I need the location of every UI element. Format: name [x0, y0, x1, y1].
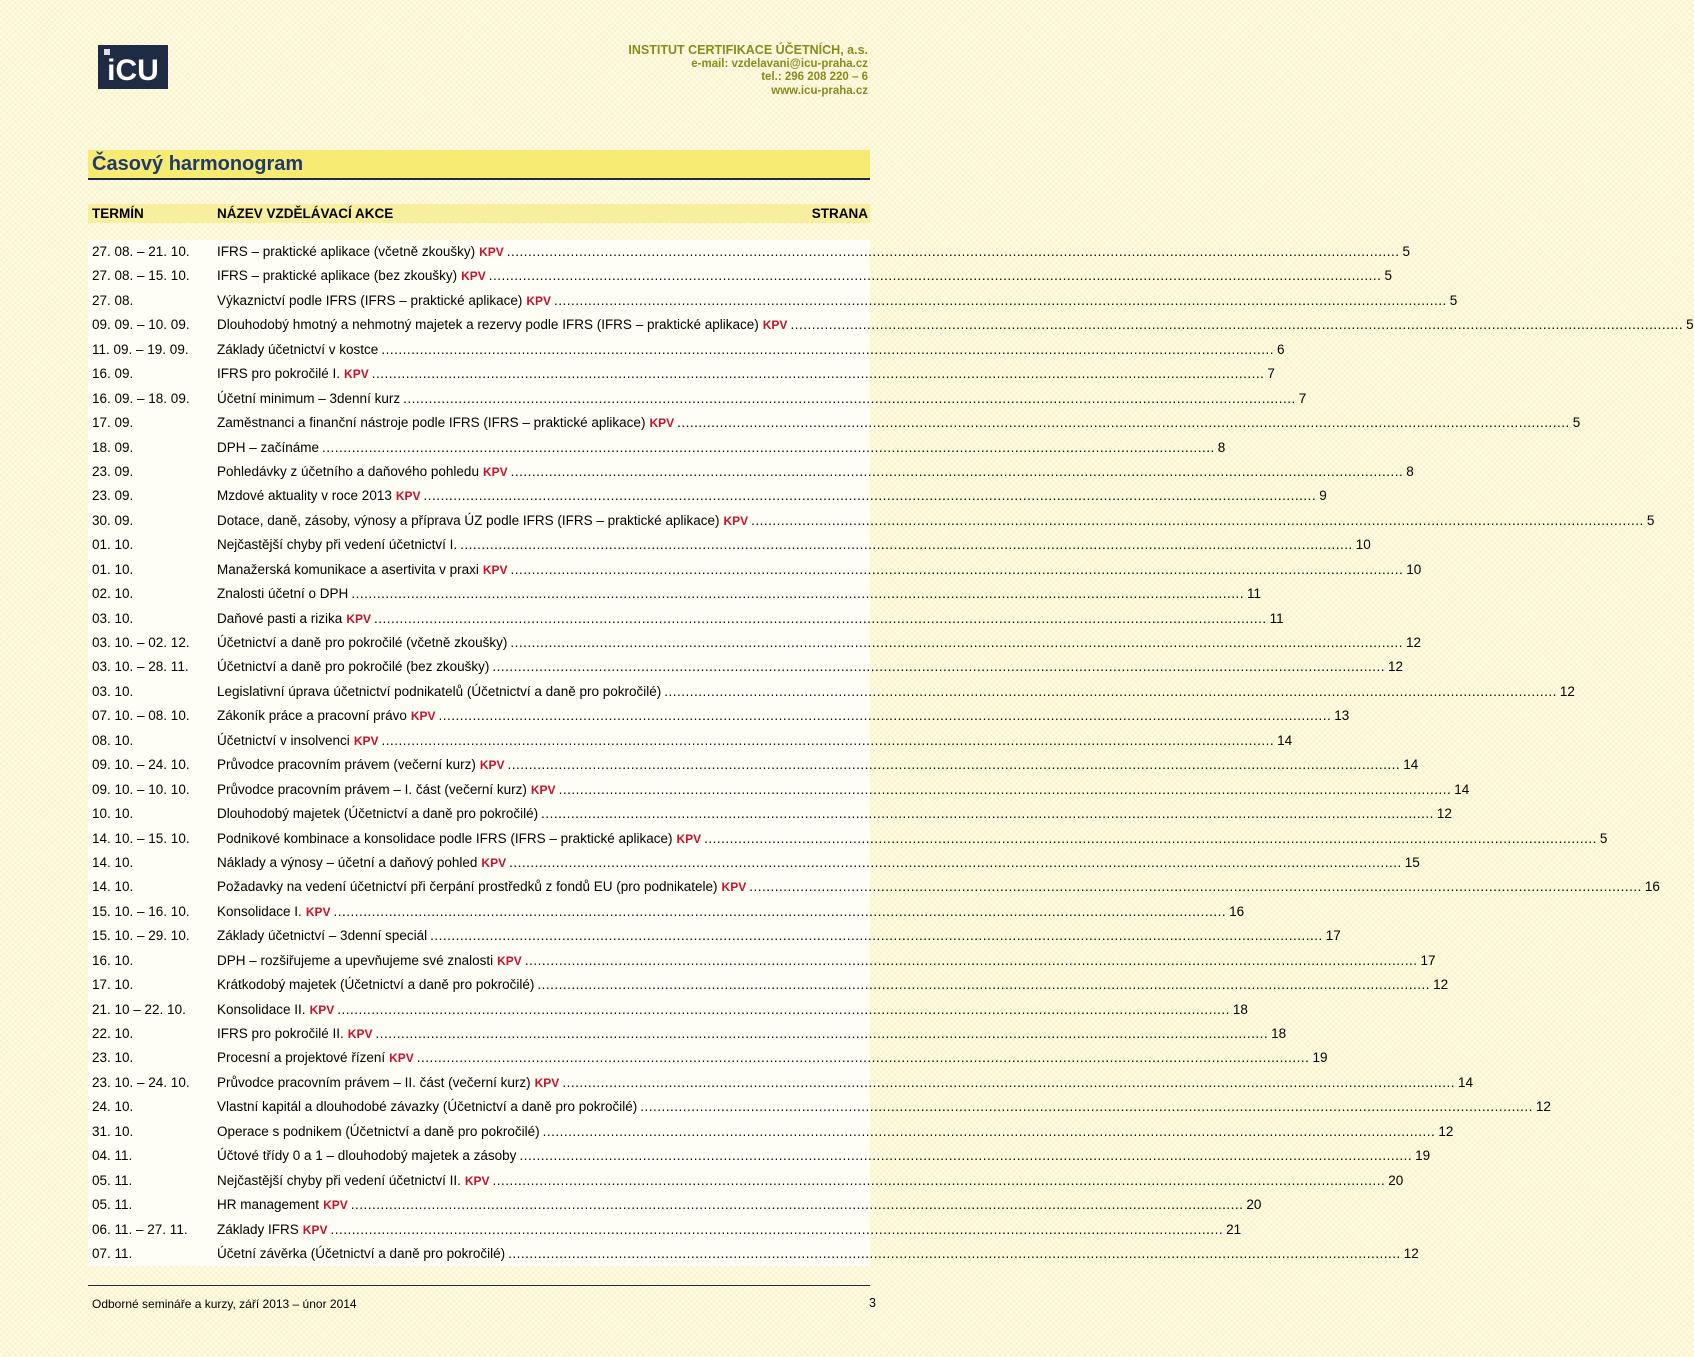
table-row[interactable] [88, 753, 1419, 777]
row-date: 23. 10. [92, 1050, 134, 1066]
row-page[interactable]: 6 [1276, 341, 1285, 357]
row-title[interactable]: IFRS – praktické aplikace (bez zkoušky) [217, 268, 458, 284]
table-row[interactable] [88, 264, 1392, 288]
row-main [217, 952, 1436, 968]
leader-dots [640, 1099, 1533, 1114]
kpv-badge: KPV [305, 904, 331, 919]
table-row[interactable] [88, 484, 1327, 508]
row-date: 11. 09. – 19. 09. [92, 341, 189, 357]
row-page[interactable]: 20 [1246, 1197, 1262, 1213]
row-main [217, 268, 1392, 284]
row-title[interactable]: Nejčastější chyby při vedení účetnictví I. [217, 537, 458, 553]
leader-dots [372, 366, 1265, 381]
leader-dots [537, 977, 1430, 992]
leader-dots [351, 1197, 1244, 1212]
table-row[interactable] [88, 558, 1422, 582]
row-date: 24. 10. [92, 1099, 134, 1115]
table-row[interactable] [88, 509, 1655, 533]
row-title[interactable]: Výkaznictví podle IFRS (IFRS – praktické aplikace) [217, 292, 523, 308]
row-main [217, 1245, 1419, 1261]
row-title[interactable]: IFRS – praktické aplikace (včetně zkoušky) [217, 244, 476, 259]
kpv-badge: KPV [762, 318, 788, 333]
kpv-badge: KPV [526, 293, 552, 308]
row-page[interactable]: 5 [1686, 317, 1694, 333]
row-page[interactable]: 14 [1457, 1074, 1473, 1090]
row-main [217, 879, 1660, 895]
leader-dots [559, 782, 1452, 797]
row-date: 18. 09. [92, 439, 134, 455]
row-main [217, 977, 1449, 993]
row-main [217, 1221, 1242, 1237]
row-main [217, 561, 1422, 577]
leader-dots [541, 806, 1434, 821]
kpv-badge: KPV [323, 1198, 348, 1213]
row-main [217, 757, 1419, 773]
table-row[interactable] [88, 998, 1248, 1022]
row-date: 04. 11. [92, 1148, 133, 1164]
kpv-badge: KPV [482, 464, 508, 479]
leader-dots [492, 659, 1385, 674]
row-page[interactable]: 19 [1312, 1050, 1328, 1066]
kpv-badge: KPV [723, 513, 749, 528]
row-page[interactable]: 12 [1535, 1099, 1551, 1115]
row-main [217, 341, 1285, 357]
row-date: 05. 11. [92, 1197, 133, 1213]
row-main [217, 683, 1575, 699]
row-main [217, 708, 1350, 724]
row-title[interactable]: Znalosti účetní o DPH [217, 586, 349, 602]
table-row[interactable] [88, 460, 1414, 484]
section-title-bar [88, 150, 870, 180]
row-date: 15. 10. – 29. 10. [92, 928, 190, 944]
row-main [217, 415, 1581, 431]
kpv-badge: KPV [395, 489, 421, 504]
row-main [217, 366, 1275, 382]
row-date: 31. 10. [92, 1123, 134, 1139]
leader-dots [511, 464, 1404, 479]
kpv-badge: KPV [530, 782, 556, 797]
row-date: 09. 09. – 10. 09. [92, 317, 190, 333]
org-phone: tel.: 296 208 220 – 6 [761, 71, 868, 83]
row-title[interactable]: Konsolidace II. [217, 1001, 306, 1017]
row-date: 16. 10. [92, 952, 134, 968]
row-page[interactable]: 12 [1406, 635, 1422, 650]
table-row[interactable] [88, 802, 1452, 826]
row-page[interactable]: 7 [1298, 390, 1307, 406]
row-date: 23. 10. – 24. 10. [92, 1074, 190, 1090]
leader-dots [749, 879, 1642, 894]
row-date: 09. 10. – 24. 10. [92, 757, 190, 773]
kpv-badge: KPV [481, 855, 507, 870]
row-page[interactable]: 5 [1402, 244, 1410, 259]
row-main [217, 390, 1307, 406]
kpv-badge: KPV [479, 758, 505, 773]
logo-text: iCU [107, 54, 159, 87]
row-title[interactable]: Účetnictví a daně pro pokročilé (bez zkoušky) [217, 659, 490, 675]
row-title[interactable]: Základy účetnictví v kostce [217, 341, 379, 357]
table-row[interactable] [88, 1169, 1404, 1193]
org-email[interactable]: e-mail: vzdelavani@icu-praha.cz [691, 57, 868, 70]
icu-logo [98, 45, 168, 89]
row-date: 06. 11. – 27. 11. [92, 1221, 188, 1237]
leader-dots [374, 611, 1267, 626]
table-row[interactable] [88, 1193, 1262, 1217]
col-name-header: NÁZEV VZDĚLÁVACÍ AKCE [217, 206, 394, 221]
leader-dots [507, 244, 1400, 259]
row-main [217, 854, 1420, 870]
page-footer [88, 1285, 876, 1311]
row-date: 14. 10. [92, 879, 134, 895]
table-row[interactable] [88, 778, 1470, 802]
row-page[interactable]: 17 [1325, 928, 1341, 944]
row-page[interactable]: 12 [1433, 977, 1449, 993]
row-main [217, 1074, 1473, 1090]
row-title[interactable]: Náklady a výnosy – účetní a daňový pohled [217, 854, 478, 870]
leader-dots [430, 928, 1323, 943]
row-title[interactable]: Účetnictví v insolvenci [217, 732, 350, 748]
row-main [217, 1148, 1431, 1164]
row-date: 21. 10 – 22. 10. [92, 1001, 186, 1017]
row-date: 27. 08. – 15. 10. [92, 268, 190, 284]
leader-dots [334, 904, 1227, 919]
table-row[interactable] [88, 582, 1261, 606]
row-title[interactable]: Průvodce pracovním právem – II. část (večerní kurz) [217, 1074, 531, 1090]
row-title[interactable]: Dlouhodobý hmotný a nehmotný majetek a rezervy podle IFRS (IFRS – praktické aplikace) [217, 317, 759, 333]
logo-graphic [98, 45, 168, 89]
row-main [217, 1001, 1248, 1017]
leader-dots [403, 391, 1296, 406]
row-page[interactable]: 15 [1404, 854, 1420, 870]
kpv-badge: KPV [534, 1075, 560, 1090]
leader-dots [417, 1050, 1310, 1065]
row-main [217, 292, 1458, 308]
row-main [217, 1099, 1551, 1115]
row-date: 22. 10. [92, 1026, 134, 1041]
row-page[interactable]: 14 [1454, 781, 1470, 797]
row-main [217, 512, 1655, 528]
row-page[interactable]: 9 [1319, 488, 1327, 504]
row-main [217, 806, 1452, 822]
row-title[interactable]: Dotace, daně, zásoby, výnosy a příprava ÚZ podle IFRS (IFRS – praktické aplikace) [217, 512, 720, 528]
row-main [217, 1050, 1328, 1066]
row-main [217, 463, 1414, 479]
table-row[interactable] [88, 900, 1245, 924]
row-title[interactable]: Vlastní kapitál a dlouhodobé závazky (Účetnictví a daně pro pokročilé) [217, 1099, 638, 1115]
table-header [88, 204, 870, 223]
row-title[interactable]: Mzdové aktuality v roce 2013 [217, 488, 392, 504]
leader-dots [337, 1002, 1230, 1017]
row-date: 03. 10. – 02. 12. [92, 635, 190, 650]
row-page[interactable]: 13 [1334, 708, 1350, 724]
kpv-badge: KPV [461, 269, 486, 284]
row-title[interactable]: Operace s podnikem (Účetnictví a daně pro pokročilé) [217, 1123, 540, 1139]
row-main [217, 439, 1226, 455]
row-date: 07. 10. – 08. 10. [92, 708, 190, 724]
row-page[interactable]: 7 [1267, 366, 1275, 382]
table-row[interactable] [88, 1144, 1431, 1168]
row-page[interactable]: 5 [1646, 512, 1655, 528]
row-main [217, 659, 1404, 675]
row-main [217, 488, 1327, 504]
row-date: 02. 10. [92, 586, 134, 602]
row-title[interactable]: Průvodce pracovním právem (večerní kurz) [217, 757, 476, 773]
leader-dots [381, 342, 1274, 357]
row-date: 08. 10. [92, 732, 134, 748]
kpv-badge: KPV [721, 880, 747, 895]
row-main [217, 732, 1293, 748]
leader-dots [510, 635, 1403, 650]
leader-dots [493, 1173, 1386, 1188]
row-date: 14. 10. – 15. 10. [92, 830, 190, 846]
table-row[interactable] [88, 851, 1420, 875]
row-page[interactable]: 16 [1229, 903, 1245, 919]
table-row[interactable] [88, 1120, 1454, 1144]
row-main [217, 1026, 1287, 1041]
table-row[interactable] [88, 1095, 1551, 1119]
row-title[interactable]: Nejčastější chyby při vedení účetnictví II. [217, 1172, 461, 1188]
row-main [217, 317, 1694, 333]
row-title[interactable]: DPH – začínáme [217, 439, 320, 455]
row-title[interactable]: IFRS pro pokročilé II. [217, 1026, 344, 1041]
table-row[interactable] [88, 338, 1285, 362]
row-page[interactable]: 20 [1388, 1172, 1404, 1188]
table-row[interactable] [88, 1046, 1328, 1070]
row-title[interactable]: Procesní a projektové řízení [217, 1050, 386, 1066]
row-title[interactable]: Daňové pasti a rizika [217, 610, 343, 626]
leader-dots [543, 1124, 1436, 1139]
row-page[interactable]: 5 [1449, 292, 1458, 308]
row-main [217, 1172, 1404, 1188]
row-page[interactable]: 17 [1420, 952, 1436, 968]
row-date: 10. 10. [92, 806, 134, 822]
leader-dots [509, 855, 1402, 870]
kpv-badge: KPV [302, 1222, 328, 1237]
row-date: 15. 10. – 16. 10. [92, 903, 190, 919]
table-row[interactable] [88, 387, 1307, 411]
row-date: 23. 09. [92, 463, 134, 479]
row-page[interactable]: 19 [1415, 1148, 1431, 1164]
row-date: 03. 10. [92, 683, 134, 699]
table-row[interactable] [88, 533, 1371, 557]
row-page[interactable]: 11 [1269, 610, 1284, 626]
kpv-badge: KPV [344, 367, 369, 382]
row-title[interactable]: Pohledávky z účetního a daňového pohledu [217, 463, 479, 479]
row-main [217, 928, 1341, 944]
row-page[interactable]: 5 [1572, 415, 1581, 431]
leader-dots [508, 757, 1401, 772]
table-row[interactable] [88, 704, 1350, 728]
row-title[interactable]: Účetnictví a daně pro pokročilé (včetně zkoušky) [217, 635, 508, 650]
leader-dots [525, 953, 1418, 968]
kpv-badge: KPV [346, 611, 371, 626]
row-date: 01. 10. [92, 561, 134, 577]
row-date: 05. 11. [92, 1172, 133, 1188]
row-main [217, 830, 1608, 846]
row-date: 01. 10. [92, 537, 134, 553]
table-row[interactable] [88, 949, 1436, 973]
row-date: 09. 10. – 10. 10. [92, 781, 190, 797]
row-date: 16. 09. [92, 366, 134, 382]
leader-dots [677, 415, 1570, 430]
leader-dots [382, 733, 1275, 748]
col-page-header: STRANA [811, 206, 868, 221]
kpv-badge: KPV [389, 1051, 414, 1066]
kpv-badge: KPV [309, 1002, 335, 1017]
row-title[interactable]: Legislativní úprava účetnictví podnikatelů (Účetnictví a daně pro pokročilé) [217, 683, 662, 699]
table-row[interactable] [88, 362, 1275, 386]
kpv-badge: KPV [479, 245, 504, 259]
table-row[interactable] [88, 680, 1575, 704]
row-title[interactable]: Základy účetnictví – 3denní speciál [217, 928, 428, 944]
leader-dots [424, 488, 1317, 503]
table-row[interactable] [88, 289, 1458, 313]
kpv-badge: KPV [347, 1027, 373, 1041]
row-title[interactable]: Zaměstnanci a finanční nástroje podle IFRS (IFRS – praktické aplikace) [217, 415, 646, 431]
table-row[interactable] [88, 436, 1226, 460]
kpv-badge: KPV [676, 831, 702, 846]
table-row[interactable] [88, 973, 1449, 997]
leader-dots [751, 513, 1644, 528]
row-date: 03. 10. [92, 610, 134, 626]
table-row[interactable] [88, 1218, 1242, 1242]
table-row[interactable] [88, 411, 1581, 435]
row-date: 14. 10. [92, 854, 134, 870]
row-date: 16. 09. – 18. 09. [92, 390, 190, 406]
row-page[interactable]: 10 [1355, 537, 1371, 553]
row-main [217, 1123, 1454, 1139]
row-page[interactable]: 12 [1436, 806, 1452, 822]
row-main [217, 781, 1470, 797]
row-date: 27. 08. [92, 292, 134, 308]
row-page[interactable]: 12 [1403, 1245, 1419, 1261]
row-date: 07. 11. [92, 1245, 133, 1261]
leader-dots [790, 317, 1683, 332]
row-title[interactable]: Krátkodobý majetek (Účetnictví a daně pro pokročilé) [217, 977, 535, 993]
leader-dots [351, 586, 1244, 601]
leader-dots [562, 1075, 1455, 1090]
kpv-badge: KPV [353, 733, 379, 748]
row-page[interactable]: 5 [1599, 830, 1608, 846]
leader-dots [460, 537, 1353, 552]
row-title[interactable]: Účetní minimum – 3denní kurz [217, 390, 401, 406]
row-main [217, 903, 1245, 919]
row-main [217, 635, 1422, 650]
row-title[interactable]: DPH – rozšiřujeme a upevňujeme své znalosti [217, 952, 494, 968]
row-page[interactable]: 18 [1271, 1026, 1287, 1041]
leader-dots [664, 684, 1557, 699]
row-title[interactable]: Konsolidace I. [217, 903, 302, 919]
row-title[interactable]: Zákoník práce a pracovní právo [217, 708, 407, 724]
table-row[interactable] [88, 827, 1608, 851]
row-page[interactable]: 21 [1226, 1221, 1242, 1237]
row-page[interactable]: 11 [1246, 586, 1261, 602]
row-title[interactable]: Základy IFRS [217, 1221, 299, 1237]
row-title[interactable]: Dlouhodobý majetek (Účetnictví a daně pro pokročilé) [217, 806, 539, 822]
table-row[interactable] [88, 631, 1422, 655]
org-contact [628, 44, 868, 98]
row-title[interactable]: Účtové třídy 0 a 1 – dlouhodobý majetek a zásoby [217, 1148, 517, 1164]
row-page[interactable]: 12 [1388, 659, 1404, 675]
table-row[interactable] [88, 1242, 1419, 1266]
schedule-list [88, 240, 1694, 1266]
leader-dots [511, 562, 1404, 577]
row-date: 27. 08. – 21. 10. [92, 244, 190, 259]
col-term-header: TERMÍN [92, 206, 144, 221]
row-date: 23. 09. [92, 488, 134, 504]
leader-dots [322, 440, 1215, 455]
row-title[interactable]: Podnikové kombinace a konsolidace podle IFRS (IFRS – praktické aplikace) [217, 830, 673, 846]
row-page[interactable]: 8 [1217, 439, 1226, 455]
leader-dots [508, 1246, 1401, 1261]
table-row[interactable] [88, 607, 1284, 631]
row-title[interactable]: Manažerská komunikace a asertivita v praxi [217, 561, 479, 577]
leader-dots [554, 293, 1447, 308]
row-title[interactable]: HR management [217, 1197, 320, 1213]
row-title[interactable]: Průvodce pracovním právem – I. část (večerní kurz) [217, 781, 527, 797]
row-main [217, 537, 1371, 553]
row-title[interactable]: Účetní závěrka (Účetnictví a daně pro pokročilé) [217, 1245, 506, 1261]
table-row[interactable] [88, 655, 1404, 679]
org-web[interactable]: www.icu-praha.cz [771, 84, 868, 97]
row-page[interactable]: 16 [1644, 879, 1660, 895]
row-main [217, 244, 1410, 259]
row-main [217, 610, 1284, 626]
row-page[interactable]: 8 [1406, 463, 1414, 479]
kpv-badge: KPV [649, 416, 675, 431]
leader-dots [519, 1148, 1412, 1163]
leader-dots [439, 708, 1332, 723]
row-title[interactable]: Požadavky na vedení účetnictví při čerpání prostředků z fondů EU (pro podnikatele) [217, 879, 718, 895]
table-row[interactable] [88, 729, 1293, 753]
leader-dots [375, 1026, 1268, 1041]
table-row[interactable] [88, 924, 1341, 948]
table-row[interactable] [88, 240, 1410, 264]
row-main [217, 586, 1261, 602]
row-page[interactable]: 12 [1559, 683, 1575, 699]
row-date: 30. 09. [92, 512, 134, 528]
table-row[interactable] [88, 875, 1660, 899]
table-row[interactable] [88, 313, 1694, 337]
leader-dots [330, 1222, 1223, 1237]
row-page[interactable]: 12 [1438, 1123, 1454, 1139]
leader-dots [489, 268, 1382, 283]
row-page[interactable]: 5 [1384, 268, 1392, 284]
leader-dots [704, 831, 1597, 846]
kpv-badge: KPV [482, 562, 508, 577]
table-row[interactable] [88, 1071, 1473, 1095]
row-date: 03. 10. – 28. 11. [92, 659, 189, 675]
row-page[interactable]: 18 [1232, 1001, 1248, 1017]
row-date: 17. 10. [92, 977, 134, 993]
page-number: 3 [869, 1296, 876, 1310]
kpv-badge: KPV [410, 709, 436, 724]
table-row[interactable] [88, 1022, 1287, 1046]
row-page[interactable]: 14 [1403, 757, 1419, 773]
row-main [217, 1197, 1262, 1213]
row-page[interactable]: 10 [1406, 561, 1422, 577]
row-page[interactable]: 14 [1277, 732, 1293, 748]
footer-text: Odborné semináře a kurzy, září 2013 – únor 2014 [92, 1297, 357, 1311]
org-name: INSTITUT CERTIFIKACE ÚČETNÍCH, a.s. [628, 43, 868, 57]
kpv-badge: KPV [497, 953, 522, 968]
row-date: 17. 09. [92, 415, 134, 431]
kpv-badge: KPV [464, 1173, 490, 1188]
section-title: Časový harmonogram [92, 153, 304, 175]
row-title[interactable]: IFRS pro pokročilé I. [217, 366, 341, 382]
